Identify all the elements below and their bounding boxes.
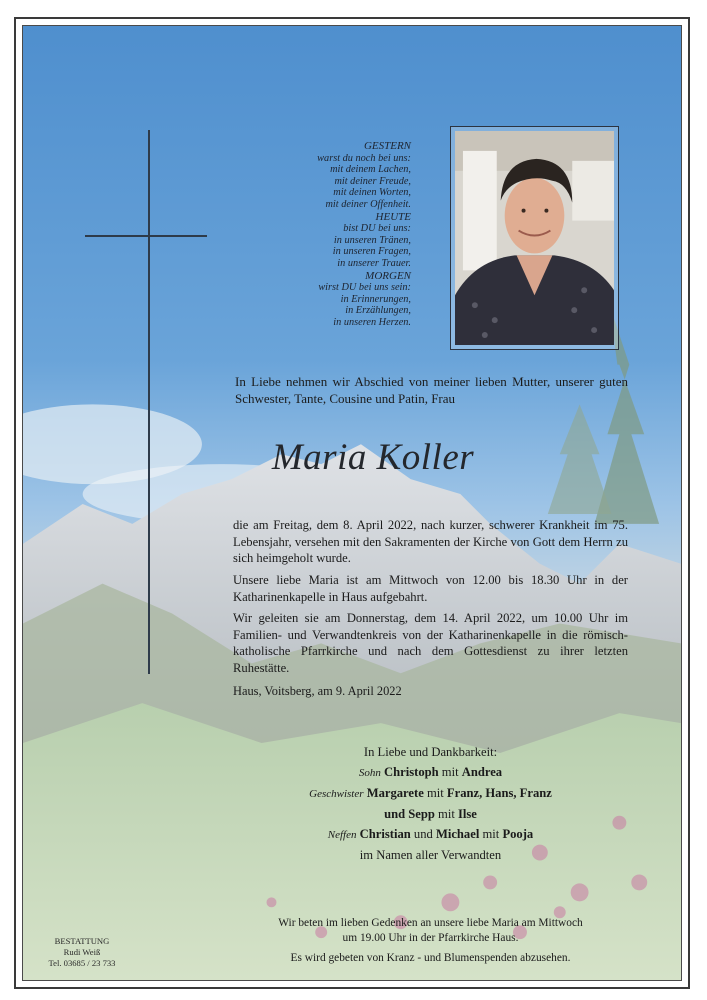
mourners-list [233,742,628,865]
mourner-name: Michael [435,827,480,841]
poem-line: mit deiner Offenheit. [325,198,411,210]
funeral-paragraph: Wir geleiten sie am Donnerstag, dem 14. April 2022, um 10.00 Uhr im Familien- und Verwandtenkreis von der Katharinenkapelle in die römisch-katholische Pfarrkirche und nach dem Gottesdienst zu ihrer letzten Ruhestätte. [233,611,628,675]
prayer-notice [233,916,628,945]
mourner-name: Margarete [366,786,424,800]
poem-line: in Erzählungen, [345,305,411,317]
funeral-home-stamp [43,936,121,969]
mourner-name: Franz, Hans, Franz [446,786,552,800]
obituary-card [14,17,690,989]
viewing-paragraph: Unsere liebe Maria ist am Mittwoch von 12.00 bis 18.30 Uhr in der Katharinenkapelle in Haus aufgebahrt. [233,573,628,604]
poem-line: wirst DU bei uns sein: [318,282,411,294]
poem-heading-heute: HEUTE [375,210,411,223]
funeral-home-phone: Tel. 03685 / 23 733 [48,958,116,968]
mourner-name: Christoph [384,765,439,779]
cross-horizontal-bar [85,235,207,237]
connector-word: mit [482,827,500,841]
memorial-poem [271,140,411,329]
poem-line: in Erinnerungen, [340,293,411,305]
card-inner-frame [22,25,682,981]
deceased-name: Maria Koller [271,437,475,478]
poem-heading-gestern: GESTERN [363,140,411,152]
mourner-line [233,824,628,845]
mourner-line [233,762,628,783]
funeral-home-name: Rudi Weiß [63,947,101,957]
donation-notice: Es wird gebeten von Kranz - und Blumenspenden abzusehen. [290,952,571,964]
poem-heading-morgen: MORGEN [365,269,411,282]
relation-label: Geschwister [309,788,364,800]
relation-label: Sohn [358,767,381,779]
intro-text: In Liebe nehmen wir Abschied von meiner lieben Mutter, unserer guten Schwester, Tante, Cousine und Patin, Frau [235,374,628,406]
mourner-name: Christian [359,827,411,841]
connector-word: und [413,827,433,841]
cross-vertical-bar [148,130,150,674]
death-paragraph: die am Freitag, dem 8. April 2022, nach kurzer, schwerer Krankheit im 75. Lebensjahr, versehen mit den Sakramenten der Kirche von Gott dem Herrn zu sich heimgeholt wurde. [233,518,628,566]
portrait-image [455,131,614,345]
mourner-name: und Sepp [384,807,435,821]
poem-line: bist DU bei uns: [343,223,411,235]
poem-line: mit deinem Lachen, [330,164,411,176]
poem-line: in unseren Tränen, [333,234,411,246]
mourners-heading: In Liebe und Dankbarkeit: [363,745,498,759]
connector-word: mit [426,786,444,800]
funeral-home-label: BESTATTUNG [54,936,110,946]
connector-word: mit [438,807,455,821]
prayer-line: Wir beten im lieben Gedenken an unsere liebe Maria am Mittwoch [278,917,583,929]
poem-line: in unserer Trauer. [337,257,411,269]
poem-line: in unseren Fragen, [332,246,411,258]
relation-label: Neffen [327,829,357,841]
mourner-line [233,783,628,804]
mourner-line [233,804,628,824]
place-date: Haus, Voitsberg, am 9. April 2022 [233,684,402,698]
mourner-name: Ilse [457,807,477,821]
poem-line: in unseren Herzen. [333,316,411,328]
portrait-photo [450,126,619,350]
poem-line: mit deiner Freude, [334,175,411,187]
connector-word: mit [441,765,459,779]
prayer-line: um 19.00 Uhr in der Pfarrkirche Haus. [342,931,519,944]
mourners-closing-line: im Namen aller Verwandten [359,848,502,862]
poem-line: warst du noch bei uns: [317,152,411,164]
mourner-name: Pooja [502,827,534,841]
mourner-name: Andrea [461,765,503,779]
poem-line: mit deinen Worten, [333,187,411,199]
